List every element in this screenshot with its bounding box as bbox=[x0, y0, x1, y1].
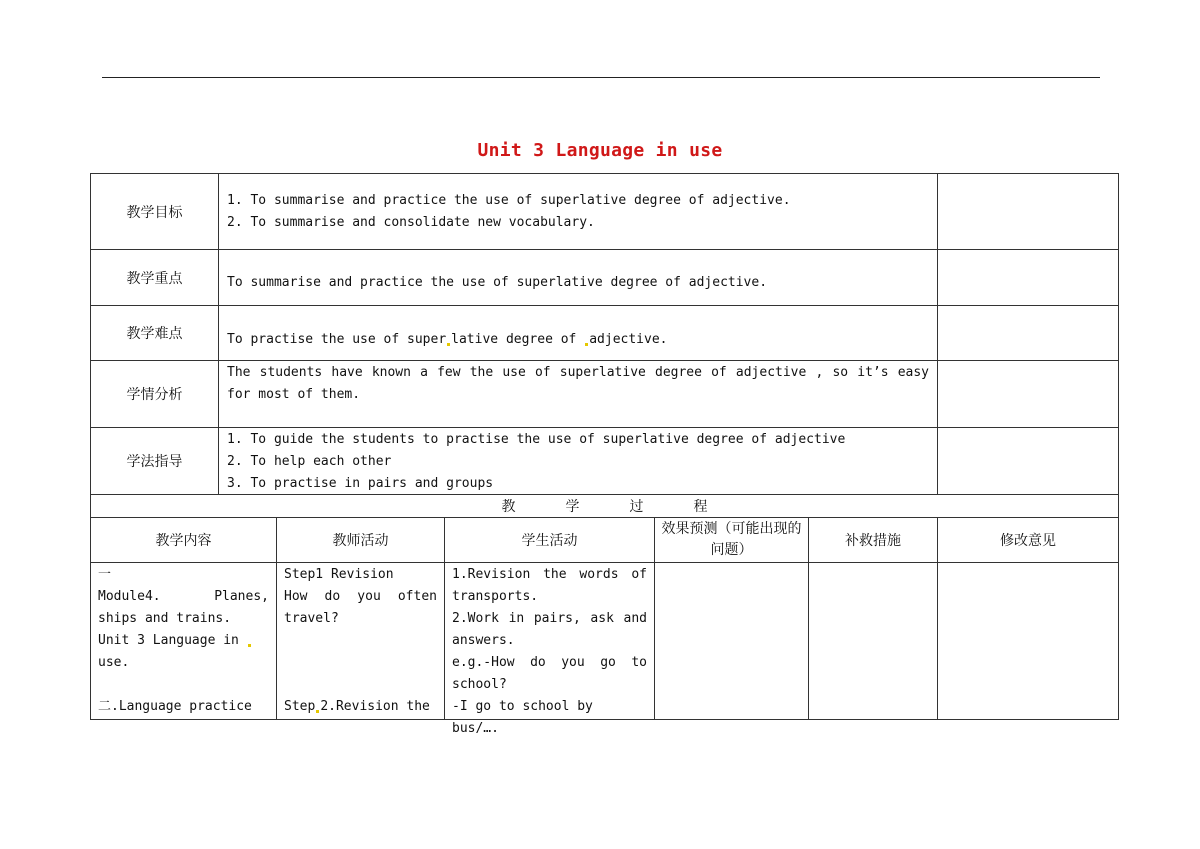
banner-char: 学 bbox=[565, 499, 580, 515]
header-remedy: 补救措施 bbox=[808, 517, 938, 563]
header-teacher: 教师活动 bbox=[276, 517, 445, 563]
header-revision: 修改意见 bbox=[937, 517, 1119, 563]
key-points-label: 教学重点 bbox=[90, 249, 219, 306]
student-line: 2.Work in pairs, ask and answers. bbox=[452, 611, 647, 648]
student-line: 1.Revision the words of transports. bbox=[452, 567, 647, 604]
content-cell bbox=[90, 562, 277, 720]
edit-mark bbox=[316, 710, 319, 713]
header-content: 教学内容 bbox=[90, 517, 277, 563]
difficulties-text: lative degree of bbox=[451, 332, 585, 347]
objectives-content bbox=[218, 173, 938, 250]
remedy-cell bbox=[808, 562, 938, 720]
header-rule bbox=[102, 77, 1100, 78]
difficulties-notes bbox=[937, 305, 1119, 361]
header-student: 学生活动 bbox=[444, 517, 655, 563]
method-item: 2. To help each other bbox=[227, 454, 392, 469]
methods-content bbox=[218, 427, 938, 495]
banner-char: 程 bbox=[693, 499, 708, 515]
student-cell bbox=[444, 562, 655, 736]
edit-mark bbox=[585, 343, 588, 346]
content-line: 二.Language practice bbox=[98, 699, 252, 714]
methods-label: 学法指导 bbox=[90, 427, 219, 495]
difficulties-text: To practise the use of super bbox=[227, 332, 447, 347]
revision-cell bbox=[937, 562, 1119, 720]
analysis-label: 学情分析 bbox=[90, 360, 219, 428]
banner-char: 教 bbox=[501, 499, 516, 515]
method-item: 1. To guide the students to practise the use of superlative degree of adjective bbox=[227, 432, 846, 447]
content-line: Module4. Planes, ships and trains. bbox=[98, 589, 269, 626]
analysis-notes bbox=[937, 360, 1119, 428]
edit-mark bbox=[248, 644, 251, 647]
difficulties-content bbox=[218, 305, 938, 361]
effect-cell bbox=[654, 562, 809, 720]
student-line: e.g.-How do you go to school? bbox=[452, 655, 647, 692]
teacher-line: How do you often travel? bbox=[284, 589, 437, 626]
difficulties-text: adjective. bbox=[589, 332, 668, 347]
student-line: -I go to school by bus/…. bbox=[452, 699, 593, 736]
methods-notes bbox=[937, 427, 1119, 495]
method-item: 3. To practise in pairs and groups bbox=[227, 476, 494, 491]
process-banner bbox=[90, 494, 1119, 518]
objective-item: 2. To summarise and consolidate new vocabulary. bbox=[227, 214, 595, 230]
analysis-content: The students have known a few the use of superlative degree of adjective , so it’s easy for most of them. bbox=[218, 360, 938, 428]
objective-item: 1. To summarise and practice the use of superlative degree of adjective. bbox=[227, 192, 791, 208]
teacher-line: Step1 Revision bbox=[284, 567, 394, 582]
objectives-notes bbox=[937, 173, 1119, 250]
content-line: 一 bbox=[98, 567, 112, 582]
objectives-label: 教学目标 bbox=[90, 173, 219, 250]
edit-mark bbox=[447, 343, 450, 346]
page-title: Unit 3 Language in use bbox=[477, 140, 723, 161]
difficulties-label: 教学难点 bbox=[90, 305, 219, 361]
lesson-plan-table bbox=[90, 173, 1119, 736]
banner-char: 过 bbox=[629, 499, 644, 515]
key-points-content: To summarise and practice the use of superlative degree of adjective. bbox=[218, 249, 938, 306]
content-line: Unit 3 Language in use. bbox=[98, 630, 269, 674]
teacher-cell bbox=[276, 562, 445, 720]
header-effect: 效果预测（可能出现的问题） bbox=[654, 517, 809, 563]
teacher-line: Step 2.Revision the bbox=[284, 699, 430, 714]
key-points-notes bbox=[937, 249, 1119, 306]
